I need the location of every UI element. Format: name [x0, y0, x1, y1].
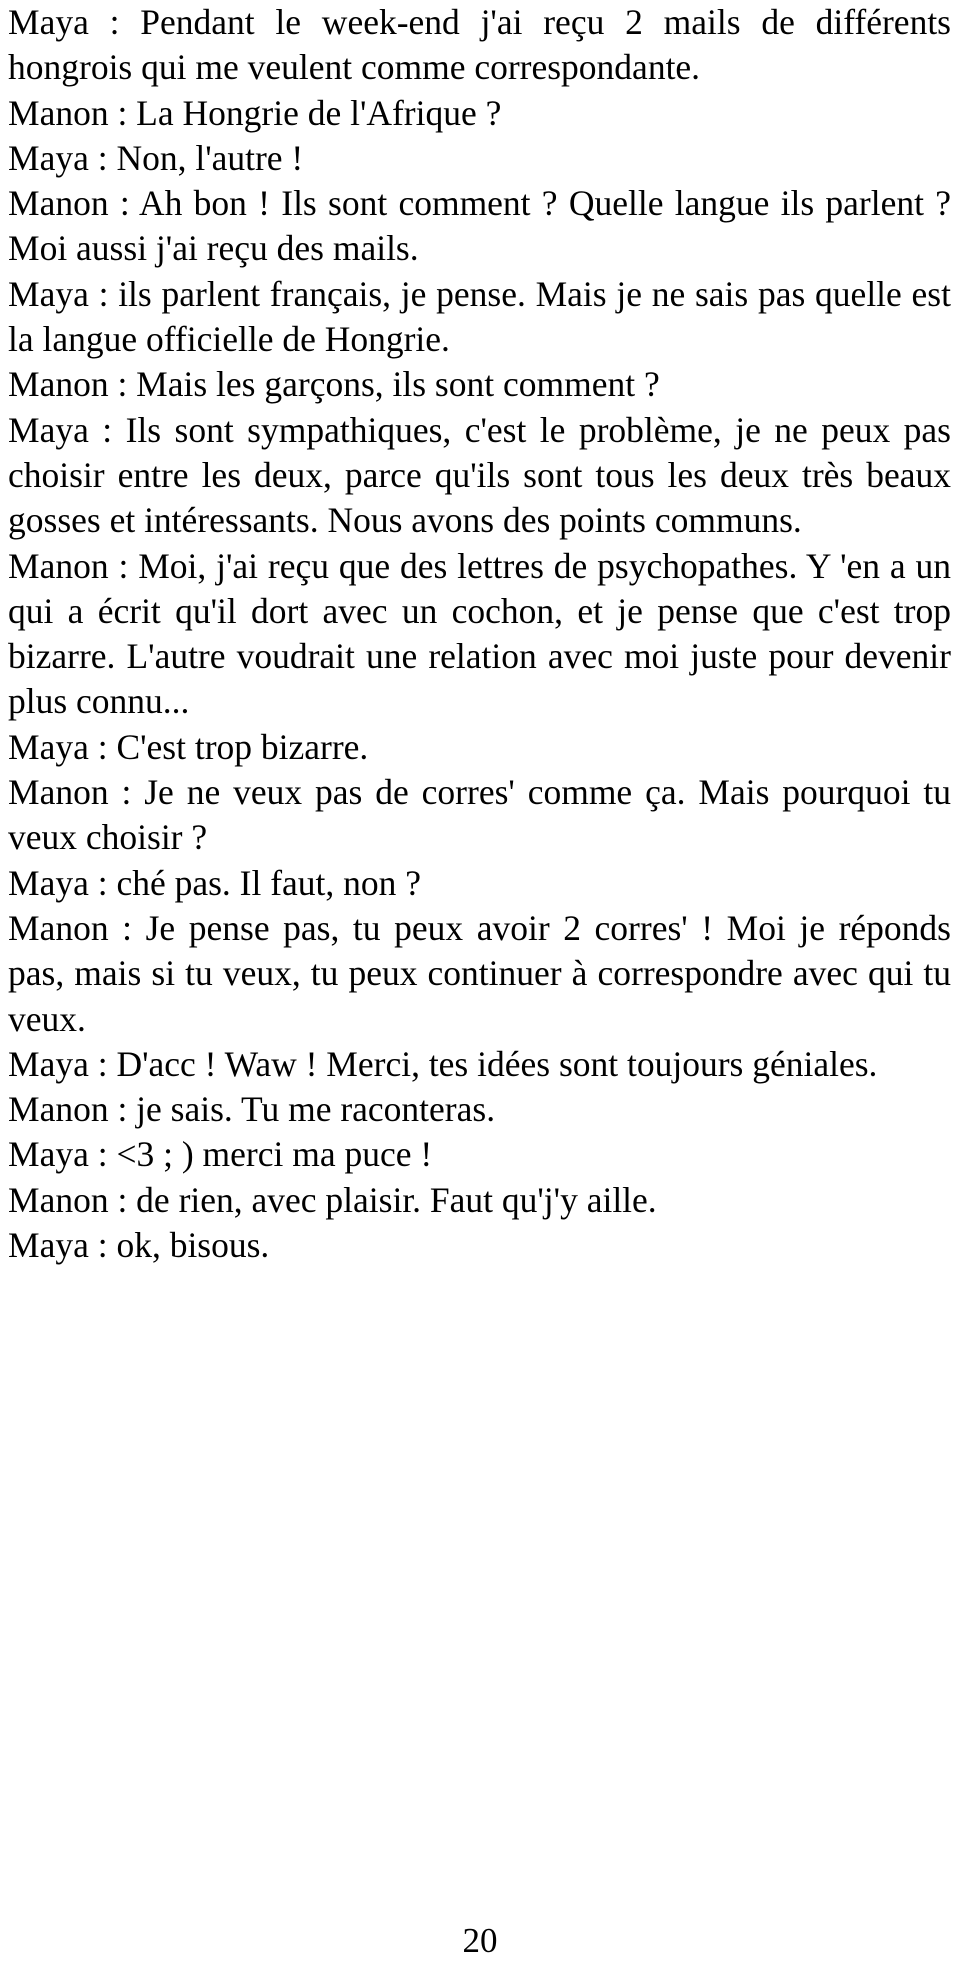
dialogue-line: Maya : D'acc ! Waw ! Merci, tes idées sont toujours géniales.: [8, 1043, 878, 1084]
dialogue-line: Manon : Moi, j'ai reçu que des lettres de psychopathes. Y 'en a un qui a écrit qu'il dort avec un cochon, et je pense que c'est trop bizarre. L'autre voudrait une relation avec moi juste pour devenir plus connu...: [8, 545, 951, 722]
dialogue-line: Maya : Ils sont sympathiques, c'est le problème, je ne peux pas choisir entre les deux, parce qu'ils sont tous les deux très beaux gosses et intéressants. Nous avons des points communs.: [8, 409, 951, 541]
dialogue-line: Manon : Je pense pas, tu peux avoir 2 corres' ! Moi je réponds pas, mais si tu veux, tu peux continuer à correspondre avec qui tu veux.: [8, 907, 951, 1039]
dialogue-line: Maya : ils parlent français, je pense. Mais je ne sais pas quelle est la langue officielle de Hongrie.: [8, 273, 951, 360]
dialogue-line: Maya : <3 ; ) merci ma puce !: [8, 1134, 433, 1175]
dialogue-line: Manon : Mais les garçons, ils sont comment ?: [8, 364, 660, 405]
dialogue-line: Manon : Ah bon ! Ils sont comment ? Quelle langue ils parlent ? Moi aussi j'ai reçu des mails.: [8, 183, 951, 269]
dialogue-line: Manon : La Hongrie de l'Afrique ?: [8, 92, 502, 133]
dialogue-line: Maya : ok, bisous.: [8, 1225, 270, 1266]
dialogue-line: Manon : je sais. Tu me raconteras.: [8, 1089, 496, 1130]
dialogue-line: Maya : ché pas. Il faut, non ?: [8, 862, 422, 903]
dialogue-line: Manon : de rien, avec plaisir. Faut qu'j'y aille.: [8, 1179, 657, 1220]
dialogue-text: [8, 0, 951, 1268]
dialogue-line: Maya : C'est trop bizarre.: [8, 726, 369, 767]
page-number: 20: [462, 1921, 498, 1960]
dialogue-line: Maya : Pendant le week-end j'ai reçu 2 mails de différents hongrois qui me veulent comme correspondante.: [8, 2, 951, 88]
dialogue-line: Maya : Non, l'autre !: [8, 137, 304, 178]
dialogue-line: Manon : Je ne veux pas de corres' comme ça. Mais pourquoi tu veux choisir ?: [8, 772, 951, 858]
